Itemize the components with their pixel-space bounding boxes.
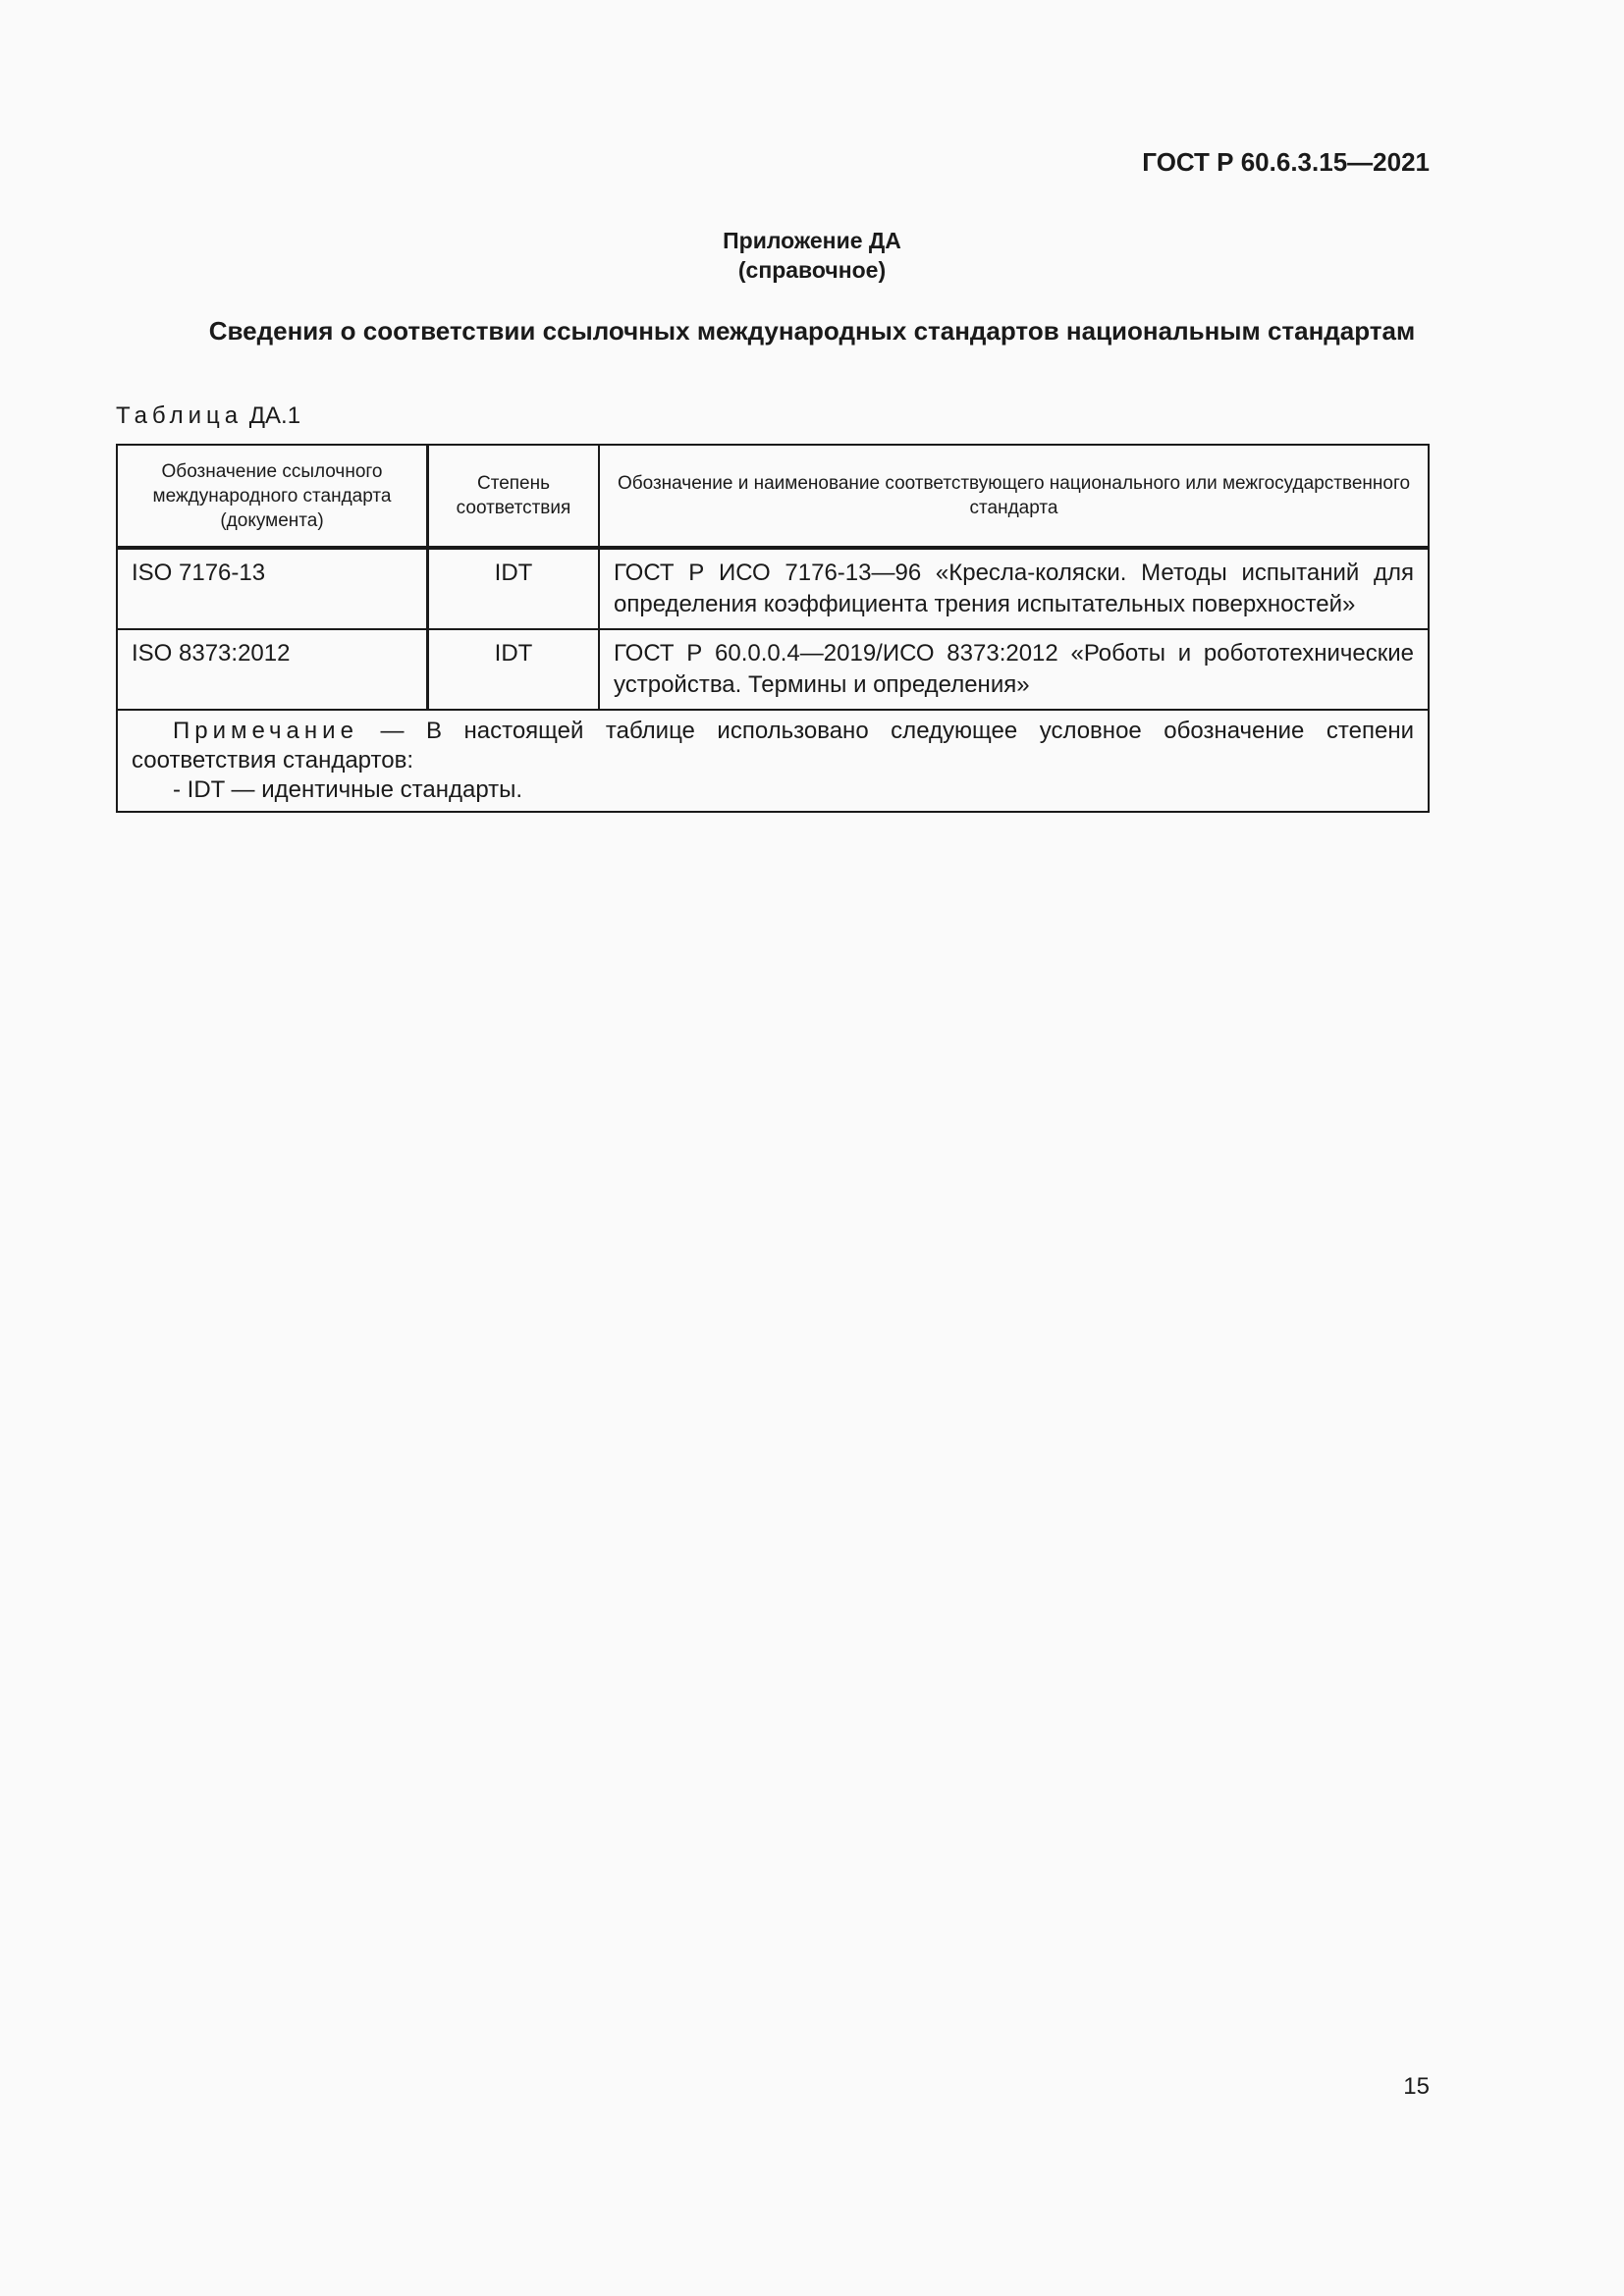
document-code: ГОСТ Р 60.6.3.15—2021 xyxy=(1142,147,1430,177)
cell-national-standard: ГОСТ Р 60.0.0.4—2019/ИСО 8373:2012 «Роботы и робототехнические устройства. Термины и определения» xyxy=(599,629,1429,710)
table-note xyxy=(117,710,1429,812)
header-degree: Степень соответствия xyxy=(428,445,600,548)
table-caption-word: Таблица xyxy=(116,402,244,429)
cell-national-standard: ГОСТ Р ИСО 7176-13—96 «Кресла-коляски. Методы испытаний для определения коэффициента трения испытательных поверхностей» xyxy=(599,548,1429,629)
correspondence-table xyxy=(116,444,1430,813)
note-paragraph xyxy=(132,717,1414,775)
table-row xyxy=(117,629,1429,710)
table-caption xyxy=(116,402,300,430)
cell-degree: IDT xyxy=(428,629,600,710)
annex-title: Приложение ДА xyxy=(723,228,901,253)
table-note-row xyxy=(117,710,1429,812)
header-national-standard: Обозначение и наименование соответствующего национального или межгосударственного стандарта xyxy=(599,445,1429,548)
table-caption-number: ДА.1 xyxy=(248,402,301,429)
table-row xyxy=(117,548,1429,629)
cell-ref-standard: ISO 7176-13 xyxy=(117,548,428,629)
section-title: Сведения о соответствии ссылочных международных стандартов национальным стандартам xyxy=(208,316,1416,346)
header-ref-standard: Обозначение ссылочного международного стандарта (документа) xyxy=(117,445,428,548)
cell-ref-standard: ISO 8373:2012 xyxy=(117,629,428,710)
cell-degree: IDT xyxy=(428,548,600,629)
note-label: Примечание xyxy=(173,718,358,744)
note-text: — В настоящей таблице использовано следующее условное обозначение степени соответствия стандартов: xyxy=(132,718,1414,774)
annex-heading xyxy=(0,226,1624,285)
table-header-row xyxy=(117,445,1429,548)
note-list-item: - IDT — идентичные стандарты. xyxy=(173,776,523,803)
page-number: 15 xyxy=(1403,2073,1430,2100)
annex-subtitle: (справочное) xyxy=(737,257,887,283)
